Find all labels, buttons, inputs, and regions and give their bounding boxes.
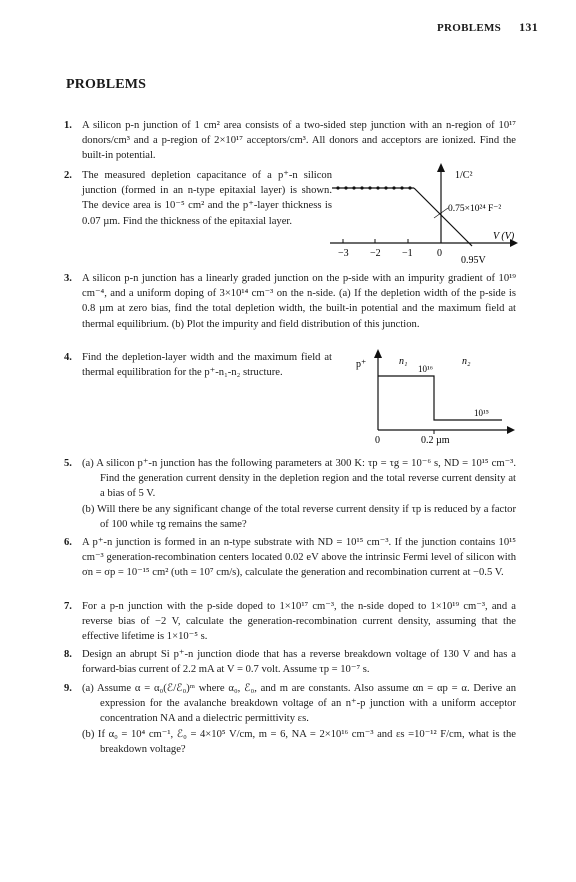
problem-9: [64, 681, 516, 757]
tick-label: 0: [437, 248, 442, 259]
problem-3: [64, 271, 516, 332]
tick-label: −3: [338, 248, 349, 259]
problem-4: [64, 350, 332, 380]
y-axis-arrow: [374, 349, 382, 358]
n1-label: n₁: [399, 356, 408, 367]
n1-concentration: 10¹⁶: [418, 364, 433, 374]
problem-part-b: (b) If α₀ = 10⁴ cm⁻¹, ℰ₀ = 4×10⁵ V/cm, m = 6, NA = 2×10¹⁶ cm⁻³ and εs =10⁻¹² F/cm, what is the breakdown voltage?: [82, 728, 516, 755]
capacitance-figure: [330, 160, 520, 265]
problem-part-a: (a) Assume α = α₀(ℰ/ℰ₀)ᵐ where α₀, ℰ₀, and m are constants. Also assume αn = αp = α. Derive an expression for the avalanche breakdown voltage of an n⁺-p junction with a uniform acceptor concentration NA and a dielectric permittivity εs.: [82, 683, 516, 725]
problem-text: A silicon p-n junction of 1 cm² area consists of a two-sided step junction with an n-region of 10¹⁷ donors/cm³ and a p-region of 2×10¹⁷ acceptors/cm³. All donors and acceptors are ionized. Find the built-in potential.: [82, 120, 516, 162]
intercept-label: 0.95V: [461, 255, 486, 265]
problem-text: The measured depletion capacitance of a p⁺-n silicon junction (formed in an n-type epitaxial layer) is shown. The device area is 10⁻⁵ cm² and the p⁺-layer thickness is 0.07 µm. Find the thickness of the epitaxial layer.: [82, 170, 332, 227]
problem-number: 2.: [64, 170, 72, 181]
doping-figure: [352, 346, 520, 450]
problem-text: Find the depletion-layer width and the maximum field at thermal equilibration for the p⁺-n₁-n₂ structure.: [82, 352, 332, 379]
problem-text: A silicon p-n junction has a linearly graded junction on the p-side with an impurity gradient of 10¹⁹ cm⁻⁴, and a uniform doping of 3×10¹⁴ cm⁻³ on the n-side. (a) If the depletion width of the p-side is 0.8 µm at zero bias, find the total depletion width, the built-in potential and the maximum field at thermal equilibrium. (b) Plot the impurity and field distribution of this junction.: [82, 273, 516, 330]
problem-part-a: (a) A silicon p⁺-n junction has the following parameters at 300 K: τp = τg = 10⁻⁶ s, ND = 10¹⁵ cm⁻³. Find the generation current density in the depletion region and the total reverse current density at a bias of 5 V.: [82, 458, 516, 500]
origin-label: 0: [375, 435, 380, 446]
problem-number: 3.: [64, 273, 72, 284]
problem-7: [64, 599, 516, 645]
n2-concentration: 10¹⁵: [474, 408, 489, 418]
x-tick-label: 0.2 µm: [421, 435, 450, 446]
problem-number: 6.: [64, 537, 72, 548]
problem-part-b: (b) Will there be any significant change of the total reverse current density if τp is reduced by a factor of 100 while τg remains the same?: [82, 503, 516, 530]
problem-number: 8.: [64, 649, 72, 660]
running-head-title: PROBLEMS: [436, 22, 502, 34]
problem-6: [64, 535, 516, 581]
tick-label: −1: [402, 248, 413, 259]
running-head: [437, 20, 538, 35]
problem-number: 9.: [64, 683, 72, 694]
slope-line: [414, 188, 472, 246]
tick-label: −2: [370, 248, 381, 259]
problem-text: A p⁺-n junction is formed in an n-type substrate with ND = 10¹⁵ cm⁻³. If the junction contains 10¹⁵ cm⁻³ generation-recombination centers located 0.02 eV above the intrinsic Fermi level of silicon with σn = σp = 10⁻¹⁵ cm² (υth = 10⁷ cm/s), calculate the generation and recombination current at −0.5 V.: [82, 537, 516, 579]
problem-8: [64, 647, 516, 677]
problem-text: Design an abrupt Si p⁺-n junction diode that has a reverse breakdown voltage of 130 V and has a forward-bias current of 2.2 mA at V = 0.7 volt. Assume τp = 10⁻⁷ s.: [82, 649, 516, 676]
x-axis-arrow: [507, 426, 515, 434]
problem-text: For a p-n junction with the p-side doped to 1×10¹⁷ cm⁻³, the n-side doped to 1×10¹⁹ cm⁻³, and a reverse bias of −2 V, calculate the generation-recombination current density, assuming that the effective lifetime is 1×10⁻⁵ s.: [82, 601, 516, 643]
problem-number: 7.: [64, 601, 72, 612]
n2-label: n₂: [462, 356, 471, 367]
problem-2: [64, 168, 332, 229]
page-number: 131: [519, 20, 538, 34]
slope-label: 0.75×10²⁴ F⁻²: [448, 204, 502, 214]
p-label: p⁺: [356, 359, 367, 370]
section-title: PROBLEMS: [66, 77, 147, 92]
x-axis-label: V (V): [493, 231, 515, 242]
problem-number: 4.: [64, 352, 72, 363]
problem-5: [64, 456, 516, 532]
y-axis-arrow: [437, 163, 445, 172]
problem-number: 5.: [64, 458, 72, 469]
y-axis-label: 1/C²: [455, 170, 473, 181]
problem-number: 1.: [64, 120, 72, 131]
problem-1: [64, 118, 516, 164]
